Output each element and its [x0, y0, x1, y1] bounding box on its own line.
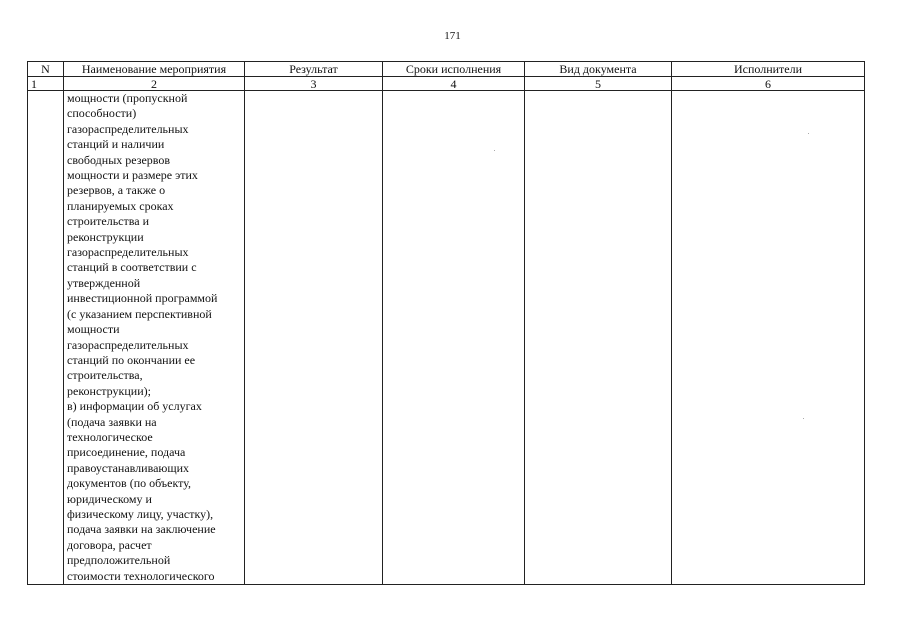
cell-executors: [672, 91, 865, 585]
cell-measure-name: мощности (пропускной способности) газораспределительных станций и наличии свободных резервов мощности и размере этих резервов, а также о планируемых сроках строительства и реконструкции газораспределительных станций в соответствии с утвержденной инвестиционной программой (с указанием перспективной мощности газораспределительных станций по окончании ее строительства, реконструкции); в) информации об услугах (подача заявки на технологическое присоединение, подача правоустанавливающих документов (по объекту, юридическому и физическому лицу, участку), подача заявки на заключение договора, расчет предположительной стоимости технологического: [64, 91, 245, 585]
header-document-type: Вид документа: [525, 62, 672, 77]
header-deadline: Сроки исполнения: [383, 62, 525, 77]
cell-n: [28, 91, 64, 585]
column-number-6: 6: [672, 77, 865, 91]
cell-deadline: [383, 91, 525, 585]
cell-result: [245, 91, 383, 585]
header-result: Результат: [245, 62, 383, 77]
scan-speck: [803, 418, 804, 419]
column-number-4: 4: [383, 77, 525, 91]
page-number: 171: [444, 30, 461, 42]
column-number-2: 2: [64, 77, 245, 91]
table-row: [28, 91, 865, 585]
header-executors: Исполнители: [672, 62, 865, 77]
column-number-row: [28, 77, 865, 91]
header-name: Наименование мероприятия: [64, 62, 245, 77]
header-row: [28, 62, 865, 77]
scan-speck: [494, 150, 495, 151]
scan-speck: [808, 133, 809, 134]
column-number-5: 5: [525, 77, 672, 91]
measures-table: [27, 61, 865, 585]
header-n: N: [28, 62, 64, 77]
column-number-3: 3: [245, 77, 383, 91]
column-number-1: 1: [28, 77, 64, 91]
cell-document-type: [525, 91, 672, 585]
